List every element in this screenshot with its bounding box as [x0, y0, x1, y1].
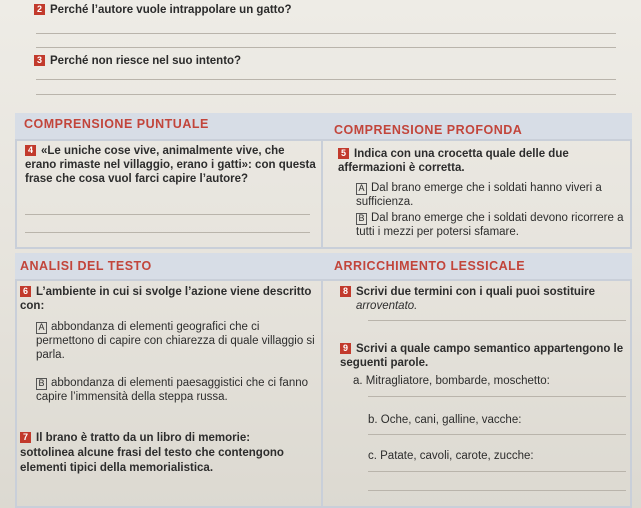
question-number: 3 — [34, 55, 45, 66]
checkbox-b[interactable]: B — [356, 213, 367, 225]
question-3 — [34, 55, 241, 67]
question-text: Perché non riesce nel suo intento? — [50, 55, 242, 67]
target-word: arroventato. — [356, 300, 418, 312]
exercise-number: 4 — [25, 145, 36, 156]
option-text: Dal brano emerge che i soldati hanno viveri a sufficienza. — [356, 182, 602, 208]
exercise-text: Scrivi a quale campo semantico appartengono le seguenti parole. — [340, 343, 624, 369]
answer-line[interactable] — [36, 47, 616, 48]
option-text: abbondanza di elementi geografici che ci permettono di capire con chiarezza di quale villaggio si parla. — [36, 321, 315, 361]
exercise-text: L’ambiente in cui si svolge l’azione viene descritto con: — [20, 286, 312, 312]
option-a[interactable] — [36, 320, 318, 362]
section-heading-comprensione-profonda: COMPRENSIONE PROFONDA — [334, 123, 523, 137]
answer-line[interactable] — [36, 79, 616, 80]
answer-line[interactable] — [368, 434, 626, 435]
answer-line[interactable] — [25, 214, 310, 215]
exercise-number: 9 — [340, 343, 351, 354]
exercise-number: 8 — [340, 286, 351, 297]
exercise-6 — [20, 285, 318, 313]
checkbox-a[interactable]: A — [36, 322, 47, 334]
answer-line[interactable] — [36, 94, 616, 95]
section-heading-arricchimento-lessicale: ARRICCHIMENTO LESSICALE — [334, 259, 526, 273]
option-text: Dal brano emerge che i soldati devono ricorrere a tutti i mezzi per potersi sfamare. — [356, 212, 624, 238]
exercise-8 — [340, 285, 625, 299]
exercise-4 — [25, 144, 317, 186]
item-b: b. Oche, cani, galline, vacche: — [368, 414, 522, 426]
section-heading-comprensione-puntuale: COMPRENSIONE PUNTUALE — [24, 117, 209, 131]
answer-line[interactable] — [368, 490, 626, 491]
answer-line[interactable] — [36, 33, 616, 34]
question-text: Perché l’autore vuole intrappolare un gatto? — [50, 4, 292, 16]
item-c: c. Patate, cavoli, carote, zucche: — [368, 450, 534, 462]
question-number: 2 — [34, 4, 45, 15]
question-2 — [34, 4, 292, 16]
option-b[interactable] — [356, 211, 626, 239]
exercise-text: Il brano è tratto da un libro di memorie: sottolinea alcune frasi del testo che contengono elementi tipici della memorialistica. — [20, 432, 284, 474]
option-a[interactable] — [356, 181, 626, 209]
exercise-number: 6 — [20, 286, 31, 297]
exercise-text: «Le uniche cose vive, animalmente vive, che erano rimaste nel villaggio, erano i gatti»: con questa frase che cosa vuol farci capire l’autore? — [25, 145, 316, 185]
exercise-number: 7 — [20, 432, 31, 443]
exercise-5 — [338, 147, 623, 175]
exercise-text: Scrivi due termini con i quali puoi sostituire — [356, 286, 595, 298]
exercise-number: 5 — [338, 148, 349, 159]
answer-line[interactable] — [368, 471, 626, 472]
option-text: abbondanza di elementi paesaggistici che ci fanno capire l’immensità della steppa russa. — [36, 377, 309, 403]
item-a: a. Mitragliatore, bombarde, moschetto: — [353, 375, 550, 387]
checkbox-a[interactable]: A — [356, 183, 367, 195]
exercise-box-lessicale — [321, 279, 632, 508]
exercise-7 — [20, 431, 290, 476]
answer-line[interactable] — [368, 320, 626, 321]
answer-line[interactable] — [25, 232, 310, 233]
exercise-9 — [340, 342, 625, 370]
answer-line[interactable] — [368, 396, 626, 397]
checkbox-b[interactable]: B — [36, 378, 47, 390]
option-b[interactable] — [36, 376, 318, 404]
section-heading-analisi-del-testo: ANALISI DEL TESTO — [20, 259, 152, 273]
exercise-text: Indica con una crocetta quale delle due affermazioni è corretta. — [338, 148, 569, 174]
